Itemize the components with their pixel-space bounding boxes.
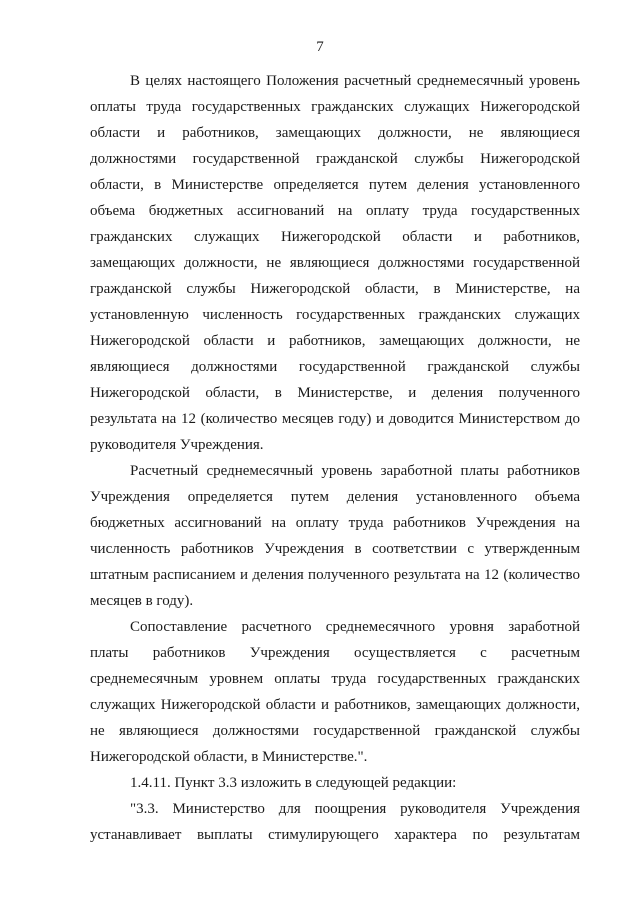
- paragraph-item-3-3: "3.3. Министерство для поощрения руководителя Учреждения устанавливает выплаты стимулирующего характера по результатам: [90, 801, 580, 843]
- paragraph-salary-level-definition: В целях настоящего Положения расчетный среднемесячный уровень оплаты труда государственных гражданских служащих Нижегородской области и работников, замещающих должности, не являющиеся должностями государственной гражданской службы Нижегородской области, в Министерстве определяется путем деления установленного объема бюджетных ассигнований на оплату труда государственных гражданских служащих Нижегородской области и работников, замещающих должности, не являющиеся должностями государственной гражданской службы Нижегородской области, в Министерстве, на установленную численность государственных гражданских служащих Нижегородской области и работников, замещающих должности, не являющиеся должностями государственной гражданской службы Нижегородской области, в Министерстве, и деления полученного результата на 12 (количество месяцев году) и доводится Министерством до руководителя Учреждения.: [90, 73, 580, 453]
- document-body: [90, 68, 580, 848]
- paragraph-item-1-4-11: 1.4.11. Пункт 3.3 изложить в следующей редакции:: [130, 775, 457, 791]
- paragraph-salary-comparison: Сопоставление расчетного среднемесячного уровня заработной платы работников Учреждения осуществляется с расчетным среднемесячным уровнем оплаты труда государственных гражданских служащих Нижегородской области и работников, замещающих должности, не являющиеся должностями государственной гражданской службы Нижегородской области, в Министерстве.".: [90, 619, 580, 765]
- page-number: 7: [316, 39, 324, 55]
- paragraph-institution-salary-calculation: Расчетный среднемесячный уровень заработной платы работников Учреждения определяется путем деления установленного объема бюджетных ассигнований на оплату труда работников Учреждения на численность работников Учреждения в соответствии с утвержденным штатным расписанием и деления полученного результата на 12 (количество месяцев в году).: [90, 463, 580, 609]
